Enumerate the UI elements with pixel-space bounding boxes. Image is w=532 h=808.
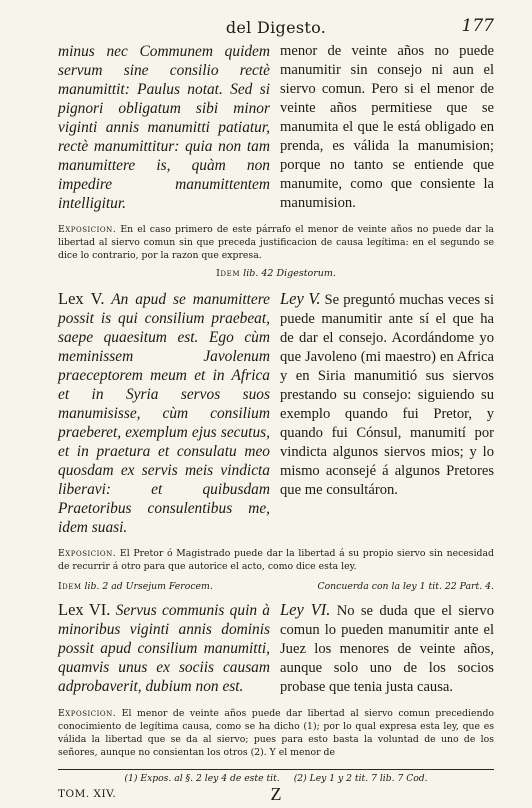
exposition-2 [58, 547, 494, 573]
footnote-1: (1) Expos. al §. 2 ley 4 de este tit. [124, 773, 280, 784]
exposition-label: Exposicion. [58, 708, 117, 719]
ley-label: Ley VI. [280, 600, 331, 619]
spanish-text-3 [280, 600, 494, 697]
bottom-row [58, 786, 494, 808]
page-number: 177 [461, 16, 494, 36]
exposition-1 [58, 223, 494, 262]
source-left-ref: lib. 2 ad Ursejum Ferocem. [84, 581, 213, 592]
exposition-3 [58, 707, 494, 759]
latin-body: Servus communis quin à minoribus viginti annis dominis possit apud consilium manumitti, quamvis unus ex sociis causam adprobaverit, dubium non est. [58, 602, 270, 695]
ley-label: Ley V. [280, 289, 321, 308]
spanish-body: Se preguntó muchas veces si puede manumitir ante sí el que ha de dar el consejo. Acordándome yo que Javoleno (mi maestro) en Africa y en Siria manumitió sus siervos prestando su consejo: siguiendo su exemplo quando fui Pretor, y quando fui Cónsul, manumití por vindicta algunos siervos mios; y lo mismo aconsejé á algunos Pretores que me consultáron. [280, 292, 494, 498]
exposition-text: El menor de veinte años puede dar libertad al siervo comun precediendo conocimiento de legítima causa, como se ha dicho (1); por lo qual expresa esta ley, que es válida la libertad que se da al siervo; pues para esto basta la voluntad de uno de los señores, aunque no consientan los otros (2). Y el menor de [58, 708, 494, 758]
latin-body: An apud se manumittere possit is qui consilium praebeat, saepe quaesitum est. Ego cùm meminissem Javolenum praeceptorem meum et in Africa et in Syria servos suos manumisisse, cùm consilium praeberet, exemplum ejus secutus, et in praetura et consulatu meo quosdam ex servis meis vindicta liberavi: et quibusdam Praetoribus consulentibus me, idem suasi. [58, 291, 270, 536]
source-line-1 [58, 268, 494, 279]
spanish-text-2 [280, 289, 494, 500]
exposition-text: En el caso primero de este párrafo el menor de veinte años no puede dar la libertad al siervo comun sin que preceda justificacion de causa legítima: en el segundo se dice lo contrario, por la razon que expresa. [58, 224, 494, 261]
source-idem: Idem [58, 581, 82, 592]
latin-text-3 [58, 600, 270, 696]
source-left [58, 581, 213, 592]
source-idem: Idem [216, 268, 241, 279]
lex-label: Lex VI. [58, 600, 111, 619]
section-2-columns [58, 289, 494, 537]
section-3-columns [58, 600, 494, 697]
exposition-text: El Pretor ó Magistrado puede dar la libertad á su propio siervo sin necesidad de recurrir á otro para que autorice el acto, como dice esta ley. [58, 548, 494, 572]
source-line-2 [58, 581, 494, 592]
source-right-ref: Concuerda con la ley 1 tit. 22 Part. 4. [317, 581, 494, 592]
tome-label: TOM. XIV. [58, 788, 117, 800]
latin-text-1: minus nec Communem quidem servum sine consilio rectè manumittit: Paulus notat. Sed si pignori obligatum sibi minor viginti annis manumitti patiatur, rectè manumittitur: quia non tam manumittere is, quàm non impedire manumittentem intelligitur. [58, 43, 270, 212]
running-head [58, 14, 494, 42]
source-ref: lib. 42 Digestorum. [243, 268, 336, 279]
footnote-2: (2) Ley 1 y 2 tit. 7 lib. 7 Cod. [293, 773, 428, 784]
footnotes [58, 773, 494, 784]
spanish-text-1: menor de veinte años no puede manumitir sin consejo ni aun el siervo comun. Pero si el menor de veinte años permitiese que se manumita el que le está obligado en prenda, es válida la manumision; porque no tanto se entiende que manumite, como que consiente la manumision. [280, 43, 494, 211]
exposition-label: Exposicion. [58, 548, 117, 559]
exposition-label: Exposicion. [58, 224, 117, 235]
section-1-columns [58, 42, 494, 213]
signature-mark: Z [270, 784, 282, 804]
running-title: del Digesto. [225, 18, 327, 37]
latin-text-2 [58, 289, 270, 537]
book-page [58, 14, 494, 808]
footnote-rule [58, 769, 494, 770]
spanish-body: No se duda que el siervo comun lo pueden manumitir ante el Juez los menores de veinte años, aunque solo uno de los socios probase que tenia justa causa. [280, 603, 494, 695]
lex-label: Lex V. [58, 289, 105, 308]
